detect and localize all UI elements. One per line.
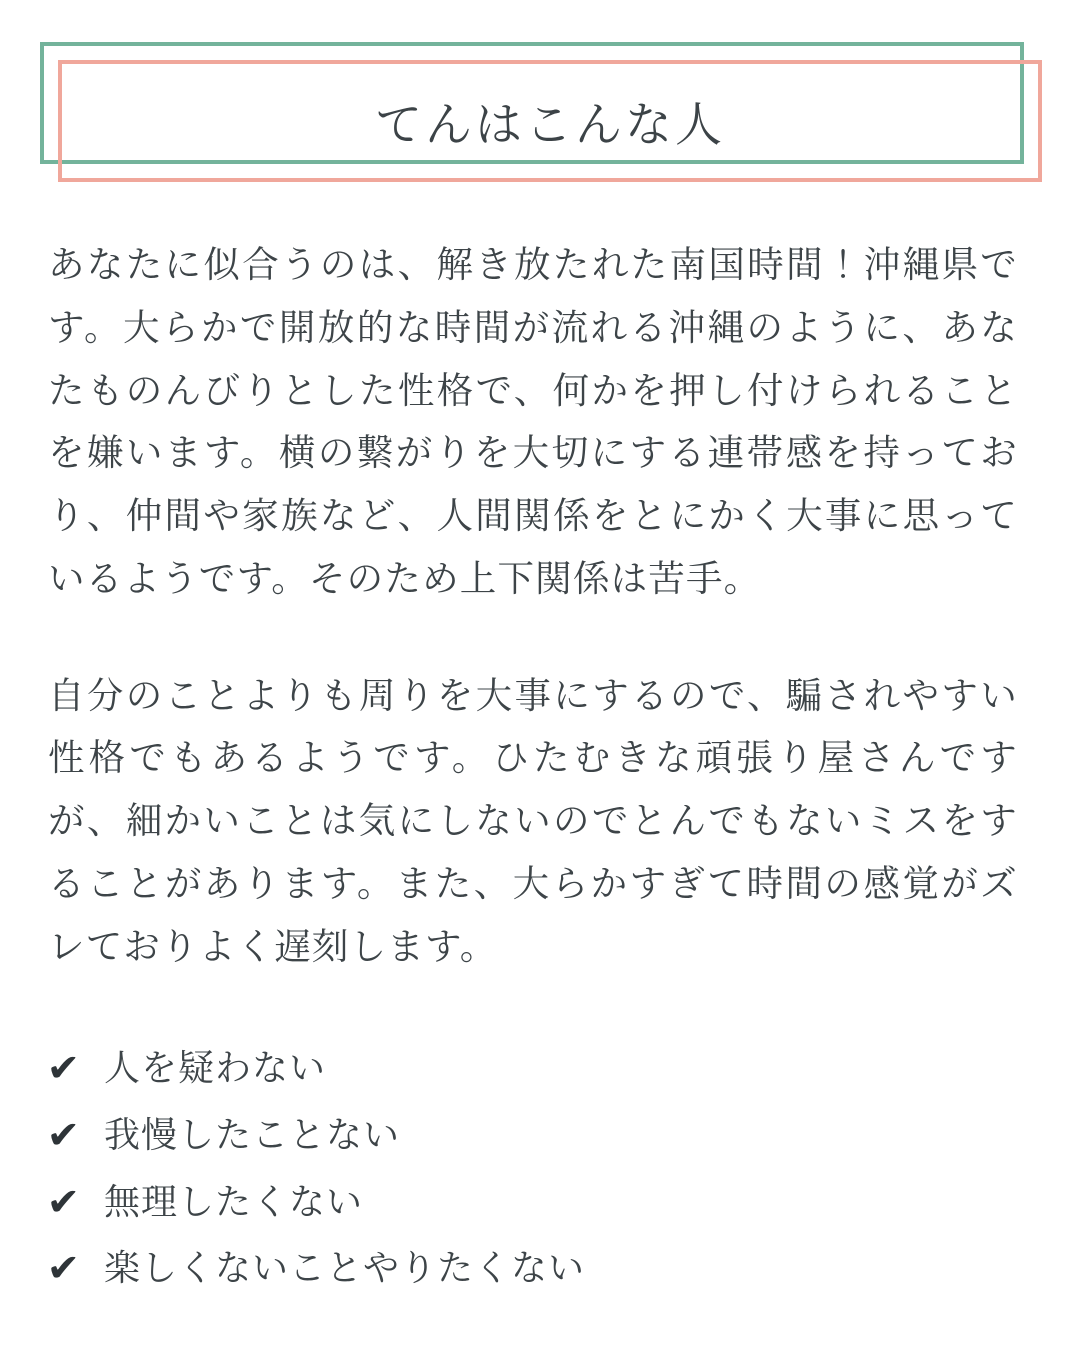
list-item [48,1105,1018,1168]
list-item-label: 我慢したことない [104,1114,401,1156]
list-item-label: 無理したくない [104,1180,364,1222]
checklist [48,1038,1018,1301]
document-page [0,42,1080,1348]
paragraph-1: あなたに似合うのは、解き放たれた南国時間！沖縄県です。大らかで開放的な時間が流れる沖縄のように、あなたものんびりとした性格で、何かを押し付けられることを嫌います。横の繋がりを大切にする連帯感を持っており、仲間や家族など、人間関係をとにかく大事に思っているようです。そのため上下関係は苦手。 [48,244,1018,599]
check-icon: ✔ [46,1181,82,1224]
paragraph-2: 自分のことよりも周りを大事にするので、騙されやすい性格でもあるようです。ひたむきな頑張り屋さんですが、細かいことは気にしないのでとんでもないミスをすることがあります。また、大らかすぎて時間の感覚がズレておりよく遅刻します。 [48,674,1018,967]
title-block [40,42,1034,182]
list-item [48,1172,1018,1235]
list-item [48,1038,1018,1101]
body-area [48,234,1018,1301]
check-icon: ✔ [46,1115,82,1158]
list-item-label: 楽しくないことやりたくない [104,1247,586,1289]
check-icon: ✔ [46,1048,82,1091]
list-item-label: 人を疑わない [104,1047,327,1089]
check-icon: ✔ [46,1248,82,1291]
list-item [48,1238,1018,1301]
page-title: てんはこんな人 [375,97,725,151]
